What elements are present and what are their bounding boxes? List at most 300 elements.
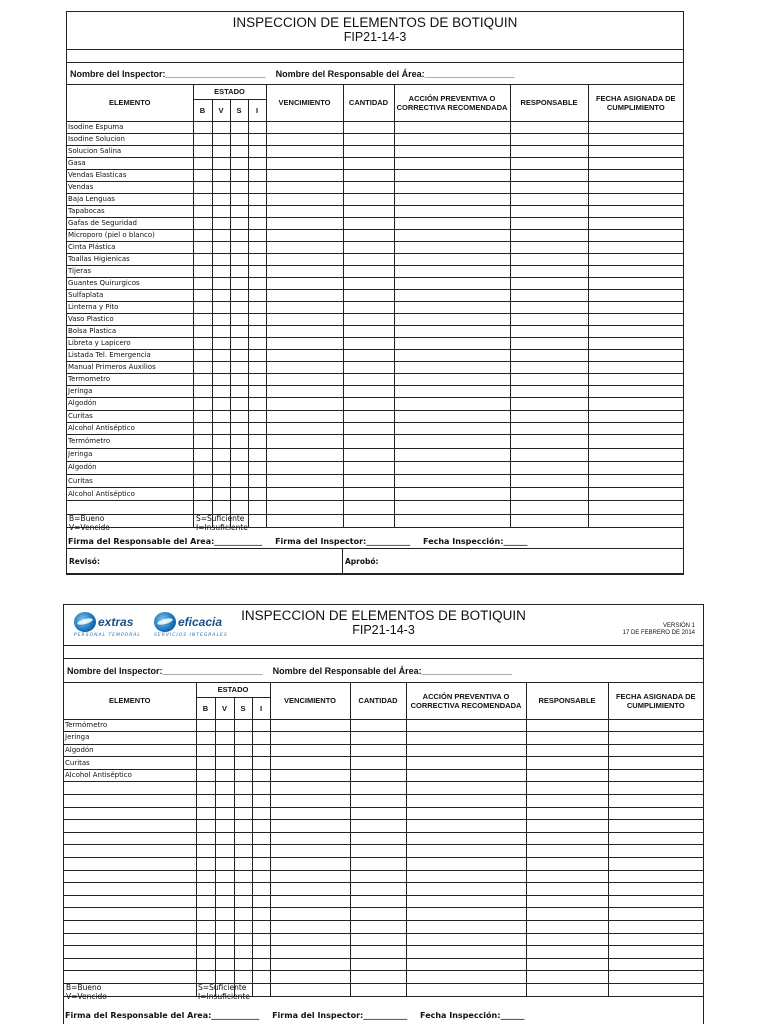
entry-cell[interactable]: [266, 475, 343, 488]
entry-cell[interactable]: [193, 423, 212, 435]
entry-cell[interactable]: [234, 946, 252, 959]
entry-cell[interactable]: [394, 265, 510, 277]
entry-cell[interactable]: [394, 373, 510, 385]
entry-cell[interactable]: [526, 719, 608, 732]
entry-cell[interactable]: [212, 301, 230, 313]
entry-cell[interactable]: [510, 361, 588, 373]
entry-cell[interactable]: [510, 157, 588, 169]
entry-cell[interactable]: [230, 301, 248, 313]
entry-cell[interactable]: [510, 373, 588, 385]
entry-cell[interactable]: [215, 908, 234, 921]
entry-cell[interactable]: [266, 423, 343, 435]
entry-cell[interactable]: [350, 958, 406, 971]
entry-cell[interactable]: [343, 241, 394, 253]
entry-cell[interactable]: [406, 921, 526, 934]
entry-cell[interactable]: [230, 361, 248, 373]
entry-cell[interactable]: [343, 461, 394, 474]
entry-cell[interactable]: [270, 732, 350, 745]
entry-cell[interactable]: [230, 423, 248, 435]
entry-cell[interactable]: [252, 795, 270, 808]
entry-cell[interactable]: [252, 958, 270, 971]
entry-cell[interactable]: [196, 883, 215, 896]
entry-cell[interactable]: [510, 488, 588, 501]
entry-cell[interactable]: [343, 253, 394, 265]
entry-cell[interactable]: [406, 845, 526, 858]
entry-cell[interactable]: [343, 133, 394, 145]
entry-cell[interactable]: [588, 514, 683, 527]
entry-cell[interactable]: [350, 946, 406, 959]
entry-cell[interactable]: [230, 217, 248, 229]
entry-cell[interactable]: [270, 908, 350, 921]
entry-cell[interactable]: [248, 448, 266, 461]
entry-cell[interactable]: [406, 946, 526, 959]
entry-cell[interactable]: [252, 933, 270, 946]
entry-cell[interactable]: [588, 361, 683, 373]
entry-cell[interactable]: [270, 782, 350, 795]
entry-cell[interactable]: [266, 385, 343, 397]
entry-cell[interactable]: [406, 971, 526, 984]
entry-cell[interactable]: [193, 145, 212, 157]
entry-cell[interactable]: [510, 241, 588, 253]
entry-cell[interactable]: [266, 217, 343, 229]
entry-cell[interactable]: [215, 769, 234, 782]
entry-cell[interactable]: [510, 253, 588, 265]
entry-cell[interactable]: [588, 169, 683, 181]
entry-cell[interactable]: [270, 719, 350, 732]
entry-cell[interactable]: [193, 361, 212, 373]
entry-cell[interactable]: [193, 157, 212, 169]
entry-cell[interactable]: [230, 121, 248, 133]
entry-cell[interactable]: [266, 205, 343, 217]
entry-cell[interactable]: [193, 121, 212, 133]
entry-cell[interactable]: [248, 337, 266, 349]
entry-cell[interactable]: [234, 958, 252, 971]
entry-cell[interactable]: [526, 820, 608, 833]
entry-cell[interactable]: [608, 883, 703, 896]
entry-cell[interactable]: [343, 373, 394, 385]
entry-cell[interactable]: [193, 448, 212, 461]
entry-cell[interactable]: [252, 732, 270, 745]
entry-cell[interactable]: [510, 277, 588, 289]
entry-cell[interactable]: [394, 277, 510, 289]
entry-cell[interactable]: [588, 373, 683, 385]
form1-reviewed-by[interactable]: Revisó:: [67, 549, 343, 574]
entry-cell[interactable]: [510, 410, 588, 422]
entry-cell[interactable]: [526, 782, 608, 795]
entry-cell[interactable]: [248, 385, 266, 397]
entry-cell[interactable]: [230, 265, 248, 277]
entry-cell[interactable]: [212, 169, 230, 181]
entry-cell[interactable]: [193, 385, 212, 397]
entry-cell[interactable]: [406, 769, 526, 782]
entry-cell[interactable]: [252, 858, 270, 871]
entry-cell[interactable]: [248, 289, 266, 301]
entry-cell[interactable]: [526, 958, 608, 971]
entry-cell[interactable]: [526, 983, 608, 996]
entry-cell[interactable]: [406, 795, 526, 808]
entry-cell[interactable]: [212, 448, 230, 461]
entry-cell[interactable]: [510, 313, 588, 325]
entry-cell[interactable]: [215, 807, 234, 820]
entry-cell[interactable]: [193, 349, 212, 361]
entry-cell[interactable]: [588, 448, 683, 461]
entry-cell[interactable]: [252, 946, 270, 959]
entry-cell[interactable]: [350, 820, 406, 833]
entry-cell[interactable]: [350, 870, 406, 883]
entry-cell[interactable]: [252, 895, 270, 908]
entry-cell[interactable]: [266, 361, 343, 373]
entry-cell[interactable]: [266, 265, 343, 277]
entry-cell[interactable]: [266, 488, 343, 501]
entry-cell[interactable]: [608, 933, 703, 946]
entry-cell[interactable]: [270, 832, 350, 845]
entry-cell[interactable]: [608, 908, 703, 921]
entry-cell[interactable]: [234, 845, 252, 858]
entry-cell[interactable]: [608, 921, 703, 934]
entry-cell[interactable]: [526, 744, 608, 757]
entry-cell[interactable]: [270, 845, 350, 858]
entry-cell[interactable]: [248, 373, 266, 385]
entry-cell[interactable]: [196, 757, 215, 770]
entry-cell[interactable]: [588, 133, 683, 145]
entry-cell[interactable]: [350, 908, 406, 921]
entry-cell[interactable]: [394, 181, 510, 193]
entry-cell[interactable]: [193, 169, 212, 181]
entry-cell[interactable]: [526, 908, 608, 921]
entry-cell[interactable]: [248, 277, 266, 289]
entry-cell[interactable]: [510, 205, 588, 217]
entry-cell[interactable]: [406, 983, 526, 996]
entry-cell[interactable]: [212, 265, 230, 277]
entry-cell[interactable]: [406, 807, 526, 820]
entry-cell[interactable]: [394, 349, 510, 361]
entry-cell[interactable]: [394, 461, 510, 474]
entry-cell[interactable]: [588, 398, 683, 410]
entry-cell[interactable]: [193, 181, 212, 193]
entry-cell[interactable]: [212, 373, 230, 385]
entry-cell[interactable]: [526, 921, 608, 934]
entry-cell[interactable]: [343, 181, 394, 193]
entry-cell[interactable]: [234, 732, 252, 745]
entry-cell[interactable]: [270, 807, 350, 820]
entry-cell[interactable]: [406, 870, 526, 883]
entry-cell[interactable]: [212, 205, 230, 217]
entry-cell[interactable]: [248, 361, 266, 373]
entry-cell[interactable]: [248, 265, 266, 277]
entry-cell[interactable]: [510, 229, 588, 241]
entry-cell[interactable]: [510, 121, 588, 133]
entry-cell[interactable]: [252, 757, 270, 770]
entry-cell[interactable]: [248, 217, 266, 229]
entry-cell[interactable]: [193, 501, 212, 514]
entry-cell[interactable]: [266, 301, 343, 313]
entry-cell[interactable]: [350, 719, 406, 732]
entry-cell[interactable]: [266, 349, 343, 361]
entry-cell[interactable]: [212, 313, 230, 325]
entry-cell[interactable]: [510, 169, 588, 181]
entry-cell[interactable]: [266, 169, 343, 181]
entry-cell[interactable]: [270, 858, 350, 871]
entry-cell[interactable]: [215, 870, 234, 883]
entry-cell[interactable]: [588, 385, 683, 397]
entry-cell[interactable]: [510, 265, 588, 277]
entry-cell[interactable]: [526, 946, 608, 959]
entry-cell[interactable]: [252, 769, 270, 782]
entry-cell[interactable]: [230, 488, 248, 501]
entry-cell[interactable]: [248, 398, 266, 410]
entry-cell[interactable]: [526, 757, 608, 770]
entry-cell[interactable]: [270, 870, 350, 883]
entry-cell[interactable]: [394, 514, 510, 527]
entry-cell[interactable]: [588, 349, 683, 361]
form2-area-responsible-field[interactable]: Nombre del Responsable del Área:__________________: [272, 665, 512, 676]
entry-cell[interactable]: [270, 958, 350, 971]
entry-cell[interactable]: [215, 795, 234, 808]
entry-cell[interactable]: [270, 744, 350, 757]
entry-cell[interactable]: [588, 423, 683, 435]
entry-cell[interactable]: [266, 325, 343, 337]
entry-cell[interactable]: [406, 757, 526, 770]
entry-cell[interactable]: [510, 435, 588, 448]
entry-cell[interactable]: [350, 921, 406, 934]
entry-cell[interactable]: [215, 946, 234, 959]
entry-cell[interactable]: [270, 921, 350, 934]
entry-cell[interactable]: [588, 435, 683, 448]
entry-cell[interactable]: [343, 337, 394, 349]
entry-cell[interactable]: [212, 385, 230, 397]
entry-cell[interactable]: [608, 832, 703, 845]
entry-cell[interactable]: [406, 719, 526, 732]
entry-cell[interactable]: [193, 435, 212, 448]
entry-cell[interactable]: [350, 782, 406, 795]
entry-cell[interactable]: [230, 475, 248, 488]
entry-cell[interactable]: [215, 820, 234, 833]
entry-cell[interactable]: [510, 501, 588, 514]
entry-cell[interactable]: [343, 265, 394, 277]
entry-cell[interactable]: [215, 732, 234, 745]
entry-cell[interactable]: [212, 325, 230, 337]
entry-cell[interactable]: [266, 448, 343, 461]
entry-cell[interactable]: [608, 845, 703, 858]
entry-cell[interactable]: [588, 217, 683, 229]
entry-cell[interactable]: [193, 337, 212, 349]
entry-cell[interactable]: [234, 883, 252, 896]
entry-cell[interactable]: [266, 121, 343, 133]
entry-cell[interactable]: [248, 193, 266, 205]
entry-cell[interactable]: [343, 313, 394, 325]
entry-cell[interactable]: [588, 410, 683, 422]
entry-cell[interactable]: [588, 501, 683, 514]
entry-cell[interactable]: [588, 265, 683, 277]
entry-cell[interactable]: [212, 410, 230, 422]
entry-cell[interactable]: [588, 475, 683, 488]
entry-cell[interactable]: [196, 732, 215, 745]
form2-inspection-date[interactable]: Fecha Inspección:______: [420, 1011, 525, 1020]
entry-cell[interactable]: [212, 145, 230, 157]
entry-cell[interactable]: [394, 253, 510, 265]
entry-cell[interactable]: [266, 277, 343, 289]
entry-cell[interactable]: [248, 229, 266, 241]
entry-cell[interactable]: [212, 289, 230, 301]
entry-cell[interactable]: [212, 423, 230, 435]
entry-cell[interactable]: [394, 501, 510, 514]
entry-cell[interactable]: [343, 229, 394, 241]
entry-cell[interactable]: [350, 732, 406, 745]
entry-cell[interactable]: [266, 398, 343, 410]
form2-inspector-signature[interactable]: Firma del Inspector:___________: [272, 1011, 408, 1020]
entry-cell[interactable]: [230, 193, 248, 205]
entry-cell[interactable]: [394, 217, 510, 229]
entry-cell[interactable]: [230, 157, 248, 169]
entry-cell[interactable]: [248, 461, 266, 474]
entry-cell[interactable]: [526, 769, 608, 782]
entry-cell[interactable]: [193, 253, 212, 265]
entry-cell[interactable]: [266, 133, 343, 145]
entry-cell[interactable]: [343, 423, 394, 435]
entry-cell[interactable]: [230, 501, 248, 514]
entry-cell[interactable]: [252, 832, 270, 845]
entry-cell[interactable]: [526, 845, 608, 858]
entry-cell[interactable]: [230, 277, 248, 289]
entry-cell[interactable]: [510, 289, 588, 301]
entry-cell[interactable]: [588, 241, 683, 253]
entry-cell[interactable]: [248, 121, 266, 133]
entry-cell[interactable]: [510, 217, 588, 229]
entry-cell[interactable]: [248, 301, 266, 313]
entry-cell[interactable]: [588, 488, 683, 501]
entry-cell[interactable]: [608, 971, 703, 984]
entry-cell[interactable]: [266, 253, 343, 265]
entry-cell[interactable]: [252, 719, 270, 732]
entry-cell[interactable]: [234, 820, 252, 833]
entry-cell[interactable]: [266, 337, 343, 349]
entry-cell[interactable]: [526, 895, 608, 908]
entry-cell[interactable]: [234, 795, 252, 808]
entry-cell[interactable]: [266, 410, 343, 422]
entry-cell[interactable]: [266, 241, 343, 253]
entry-cell[interactable]: [193, 193, 212, 205]
entry-cell[interactable]: [234, 908, 252, 921]
entry-cell[interactable]: [215, 832, 234, 845]
entry-cell[interactable]: [588, 461, 683, 474]
entry-cell[interactable]: [266, 461, 343, 474]
entry-cell[interactable]: [343, 277, 394, 289]
entry-cell[interactable]: [215, 744, 234, 757]
form1-inspector-signature[interactable]: Firma del Inspector:___________: [275, 537, 411, 546]
entry-cell[interactable]: [270, 933, 350, 946]
entry-cell[interactable]: [196, 971, 215, 984]
entry-cell[interactable]: [215, 921, 234, 934]
entry-cell[interactable]: [588, 325, 683, 337]
entry-cell[interactable]: [394, 435, 510, 448]
entry-cell[interactable]: [234, 933, 252, 946]
entry-cell[interactable]: [215, 782, 234, 795]
entry-cell[interactable]: [526, 971, 608, 984]
entry-cell[interactable]: [248, 349, 266, 361]
entry-cell[interactable]: [406, 832, 526, 845]
entry-cell[interactable]: [230, 337, 248, 349]
entry-cell[interactable]: [212, 435, 230, 448]
entry-cell[interactable]: [196, 921, 215, 934]
entry-cell[interactable]: [266, 313, 343, 325]
entry-cell[interactable]: [230, 229, 248, 241]
entry-cell[interactable]: [266, 229, 343, 241]
entry-cell[interactable]: [394, 313, 510, 325]
entry-cell[interactable]: [510, 337, 588, 349]
entry-cell[interactable]: [350, 832, 406, 845]
entry-cell[interactable]: [193, 475, 212, 488]
entry-cell[interactable]: [406, 820, 526, 833]
entry-cell[interactable]: [608, 958, 703, 971]
entry-cell[interactable]: [394, 361, 510, 373]
entry-cell[interactable]: [193, 289, 212, 301]
entry-cell[interactable]: [212, 121, 230, 133]
entry-cell[interactable]: [343, 289, 394, 301]
entry-cell[interactable]: [343, 448, 394, 461]
entry-cell[interactable]: [193, 325, 212, 337]
entry-cell[interactable]: [193, 133, 212, 145]
entry-cell[interactable]: [343, 193, 394, 205]
entry-cell[interactable]: [230, 253, 248, 265]
entry-cell[interactable]: [212, 193, 230, 205]
entry-cell[interactable]: [510, 385, 588, 397]
entry-cell[interactable]: [343, 217, 394, 229]
entry-cell[interactable]: [196, 933, 215, 946]
entry-cell[interactable]: [406, 744, 526, 757]
entry-cell[interactable]: [608, 946, 703, 959]
entry-cell[interactable]: [510, 301, 588, 313]
entry-cell[interactable]: [510, 448, 588, 461]
entry-cell[interactable]: [588, 157, 683, 169]
entry-cell[interactable]: [193, 229, 212, 241]
entry-cell[interactable]: [252, 845, 270, 858]
entry-cell[interactable]: [248, 145, 266, 157]
entry-cell[interactable]: [193, 277, 212, 289]
entry-cell[interactable]: [266, 181, 343, 193]
entry-cell[interactable]: [230, 145, 248, 157]
entry-cell[interactable]: [343, 121, 394, 133]
entry-cell[interactable]: [230, 398, 248, 410]
entry-cell[interactable]: [394, 157, 510, 169]
entry-cell[interactable]: [230, 448, 248, 461]
entry-cell[interactable]: [343, 301, 394, 313]
entry-cell[interactable]: [350, 845, 406, 858]
entry-cell[interactable]: [350, 795, 406, 808]
entry-cell[interactable]: [212, 475, 230, 488]
entry-cell[interactable]: [270, 946, 350, 959]
entry-cell[interactable]: [230, 133, 248, 145]
entry-cell[interactable]: [234, 719, 252, 732]
entry-cell[interactable]: [252, 870, 270, 883]
entry-cell[interactable]: [588, 205, 683, 217]
entry-cell[interactable]: [252, 908, 270, 921]
entry-cell[interactable]: [193, 241, 212, 253]
entry-cell[interactable]: [248, 501, 266, 514]
entry-cell[interactable]: [193, 301, 212, 313]
entry-cell[interactable]: [608, 807, 703, 820]
entry-cell[interactable]: [266, 373, 343, 385]
entry-cell[interactable]: [215, 719, 234, 732]
entry-cell[interactable]: [270, 971, 350, 984]
entry-cell[interactable]: [248, 488, 266, 501]
entry-cell[interactable]: [394, 169, 510, 181]
entry-cell[interactable]: [588, 337, 683, 349]
entry-cell[interactable]: [248, 325, 266, 337]
entry-cell[interactable]: [588, 313, 683, 325]
entry-cell[interactable]: [394, 229, 510, 241]
entry-cell[interactable]: [526, 832, 608, 845]
entry-cell[interactable]: [608, 744, 703, 757]
